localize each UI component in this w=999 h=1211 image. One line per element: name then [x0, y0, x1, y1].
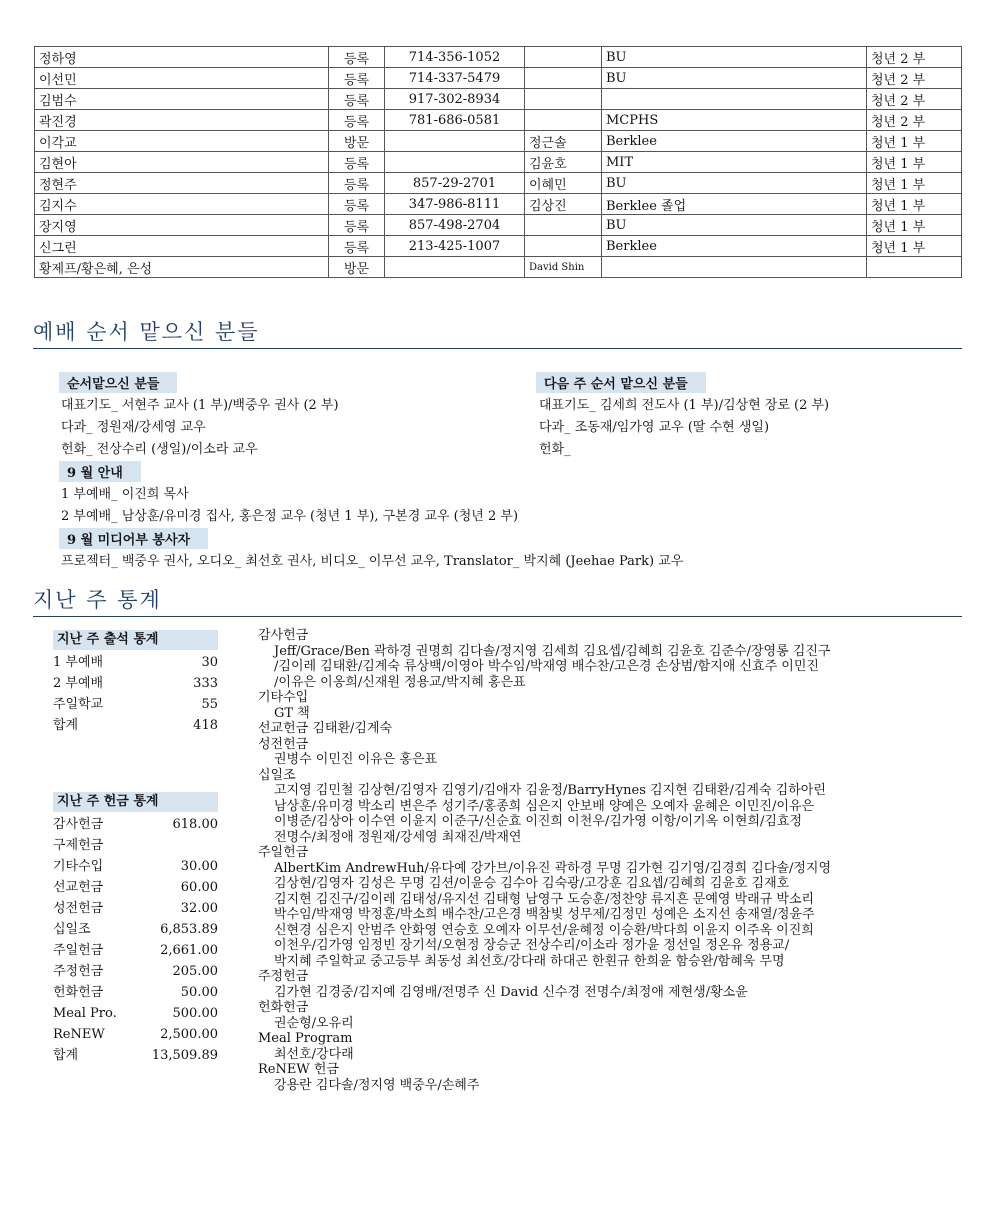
table-row [35, 110, 962, 131]
stat-value: 618.00 [172, 817, 218, 832]
table-cell: 청년 1 부 [867, 194, 962, 215]
stat-row [53, 715, 218, 736]
table-row [35, 236, 962, 257]
stat-value: 50.00 [180, 985, 218, 1000]
next-week-line: 다과_ 조동재/임가영 교우 (딸 수현 생일) [539, 420, 770, 435]
table-cell: 등록 [329, 110, 385, 131]
table-cell [867, 257, 962, 278]
table-cell: 등록 [329, 152, 385, 173]
table-cell: BU [602, 47, 867, 68]
donor-names: 김상현/김영자 김성은 무명 김션/이윤승 김수아 김숙광/고강훈 김요셉/김혜희 김윤호 김재호 [274, 876, 790, 891]
table-cell [525, 68, 602, 89]
donor-names: 이병준/김상아 이수연 이윤지 이준구/신순효 이진희 이천우/김가영 이항/이기옥 이현희/김효정 [274, 814, 803, 829]
donor-names: 김지현 김진구/김이레 김태성/유지선 김태형 남영구 도승훈/정찬양 류지흔 문예영 박래규 박소리 [274, 891, 815, 907]
table-cell: 장지영 [35, 215, 329, 236]
attendance-stats [53, 630, 218, 736]
stat-value: 333 [193, 676, 218, 691]
september-line: 1 부예배_ 이진희 목사 [61, 487, 189, 502]
stat-row [53, 919, 218, 940]
table-cell: 황제프/황은혜, 은성 [35, 257, 329, 278]
donor-names: 고지영 김민철 김상현/김영자 김영기/김애자 김윤정/BarryHynes 김지현 김태환/김계숙 김하아린 [274, 783, 826, 798]
table-row [35, 68, 962, 89]
stat-value: 60.00 [180, 880, 218, 895]
donor-names: 권병수 이민진 이유은 홍은표 [274, 752, 438, 767]
stat-value: 2,500.00 [160, 1027, 218, 1042]
donor-names: /이유은 이옹희/신재원 정용교/박지혜 홍은표 [274, 674, 526, 690]
stat-label: 구제헌금 [53, 838, 104, 853]
donation-category: 주일헌금 [258, 845, 309, 860]
donor-names: 김가현 김경중/김지예 김영배/전명주 신 David 신수경 전명수/최정애 제현생/황소윤 [274, 984, 748, 1000]
donor-names: GT 책 [274, 705, 310, 721]
donor-names: 신현경 심은지 안범주 안화영 연승호 오예자 이무선/윤혜정 이승환/박다희 이윤지 이주옥 이진희 [274, 922, 814, 938]
stat-row [53, 694, 218, 715]
table-cell [525, 110, 602, 131]
table-cell: 등록 [329, 194, 385, 215]
table-cell: 등록 [329, 68, 385, 89]
table-cell: Berklee [602, 236, 867, 257]
table-cell: 청년 1 부 [867, 152, 962, 173]
donor-names: 전명수/최정애 정원재/강세영 최재진/박재연 [274, 829, 522, 845]
stat-value: 2,661.00 [160, 943, 218, 958]
table-cell: 정하영 [35, 47, 329, 68]
table-cell: 등록 [329, 89, 385, 110]
table-cell: MCPHS [602, 110, 867, 131]
stat-row [53, 982, 218, 1003]
table-cell: 김윤호 [525, 152, 602, 173]
table-cell [385, 152, 525, 173]
table-cell [525, 215, 602, 236]
donor-names: 권순형/오유리 [274, 1015, 354, 1031]
donor-names: 이천우/김가영 임정빈 장기석/오현정 장승군 전상수리/이소라 정가윤 정선일 정온유 정용교/ [274, 938, 790, 953]
donation-list [258, 628, 963, 1093]
table-cell: 김현아 [35, 152, 329, 173]
donor-names: /김이레 김태환/김계숙 류상백/이영아 박수임/박재영 배수찬/고은경 손상범/함지애 신효주 이민진 [274, 659, 819, 674]
stat-row [53, 673, 218, 694]
donation-category: 감사헌금 [258, 628, 309, 643]
stat-label: ReNEW [53, 1027, 105, 1042]
this-week-line: 헌화_ 전상수리 (생일)/이소라 교우 [61, 442, 258, 457]
donor-names: Jeff/Grace/Ben 곽하경 권명희 김다솔/정지영 김세희 김요셉/김혜희 김윤호 김준수/장영롱 김진구 [274, 643, 831, 659]
table-cell: 청년 2 부 [867, 110, 962, 131]
donation-category: 기타수입 [258, 690, 309, 705]
table-row [35, 215, 962, 236]
donor-names: 최선호/강다래 [274, 1046, 354, 1062]
donor-names: 남상훈/유미경 박소리 변은주 성기주/홍종희 심은지 안보배 양예은 오예자 윤혜은 이민진/이유은 [274, 798, 815, 814]
stat-label: 주정헌금 [53, 964, 104, 979]
stat-label: 2 부예배 [53, 676, 104, 691]
table-row [35, 194, 962, 215]
stat-label: 주일헌금 [53, 943, 104, 958]
next-week-heading: 다음 주 순서 맡으신 분들 [536, 372, 706, 393]
donor-names: 박지혜 주일학교 중고등부 최동성 최선호/강다래 하대곤 한흰규 한희윤 함승완/함혜욱 무명 [274, 953, 785, 969]
this-week-line: 대표기도_ 서현주 교사 (1 부)/백중우 권사 (2 부) [61, 398, 339, 413]
table-cell: 이각교 [35, 131, 329, 152]
table-cell: 김상진 [525, 194, 602, 215]
table-cell: 이선민 [35, 68, 329, 89]
table-cell [602, 257, 867, 278]
stat-row [53, 961, 218, 982]
stat-label: 헌화헌금 [53, 985, 104, 1000]
table-cell [525, 236, 602, 257]
table-cell: 청년 1 부 [867, 173, 962, 194]
donation-category: ReNEW 헌금 [258, 1062, 339, 1077]
donor-names: AlbertKim AndrewHuh/유다예 강가브/이유진 곽하경 무명 김가현 김기영/김경희 김다솔/정지영 [274, 860, 832, 876]
stat-row [53, 835, 218, 856]
stat-value: 418 [193, 718, 218, 733]
table-cell: Berklee [602, 131, 867, 152]
table-cell: 방문 [329, 131, 385, 152]
stat-row [53, 856, 218, 877]
next-week-line: 헌화_ [539, 442, 571, 457]
stat-label: 1 부예배 [53, 655, 104, 670]
stat-row [53, 652, 218, 673]
table-cell: David Shin [525, 257, 602, 278]
attendance-heading: 지난 주 출석 통계 [53, 630, 218, 650]
table-cell: 청년 2 부 [867, 68, 962, 89]
stat-row [53, 877, 218, 898]
media-line: 프로젝터_ 백중우 권사, 오디오_ 최선호 권사, 비디오_ 이무선 교우, Translator_ 박지혜 (Jeehae Park) 교우 [61, 554, 684, 569]
table-cell: 청년 2 부 [867, 47, 962, 68]
stat-row [53, 1003, 218, 1024]
stat-label: Meal Pro. [53, 1006, 117, 1021]
table-cell: 857-498-2704 [385, 215, 525, 236]
offering-heading: 지난 주 헌금 통계 [53, 792, 218, 812]
table-cell: 신그린 [35, 236, 329, 257]
table-cell: 등록 [329, 173, 385, 194]
table-cell: 김지수 [35, 194, 329, 215]
stat-value: 32.00 [180, 901, 218, 916]
stat-value: 13,509.89 [151, 1048, 218, 1063]
table-cell: 917-302-8934 [385, 89, 525, 110]
september-heading: 9 월 안내 [59, 461, 141, 482]
table-cell: 청년 2 부 [867, 89, 962, 110]
member-table [34, 46, 962, 278]
table-cell: BU [602, 173, 867, 194]
stat-value: 30 [201, 655, 218, 670]
table-cell: 등록 [329, 236, 385, 257]
stat-row [53, 898, 218, 919]
donation-category: 주정헌금 [258, 969, 309, 984]
table-cell: BU [602, 68, 867, 89]
table-cell [385, 257, 525, 278]
donation-category: 성전헌금 [258, 736, 309, 752]
table-cell: MIT [602, 152, 867, 173]
stat-label: 선교헌금 [53, 880, 104, 895]
table-row [35, 152, 962, 173]
stat-row [53, 814, 218, 835]
worship-section-title: 예배 순서 맡으신 분들 [33, 316, 962, 349]
stat-value: 6,853.89 [160, 922, 218, 937]
table-row [35, 47, 962, 68]
stat-value: 500.00 [172, 1006, 218, 1021]
table-row [35, 89, 962, 110]
stats-section-title: 지난 주 통계 [33, 584, 962, 617]
stat-label: 합계 [53, 1048, 79, 1063]
table-cell: 347-986-8111 [385, 194, 525, 215]
stat-row [53, 1045, 218, 1066]
next-week-line: 대표기도_ 김세희 전도사 (1 부)/김상현 장로 (2 부) [539, 398, 830, 413]
table-row [35, 131, 962, 152]
table-cell [385, 131, 525, 152]
table-cell [525, 47, 602, 68]
table-cell: 714-356-1052 [385, 47, 525, 68]
table-cell: 김범수 [35, 89, 329, 110]
stat-label: 합계 [53, 718, 79, 733]
stat-value: 55 [201, 697, 218, 712]
table-cell: 정근솔 [525, 131, 602, 152]
this-week-line: 다과_ 정원재/강세영 교우 [61, 420, 206, 435]
table-cell: 213-425-1007 [385, 236, 525, 257]
september-line: 2 부예배_ 남상훈/유미경 집사, 홍은정 교우 (청년 1 부), 구본경 교우 (청년 2 부) [61, 509, 519, 524]
stat-label: 성전헌금 [53, 901, 104, 916]
media-heading: 9 월 미디어부 봉사자 [59, 528, 208, 549]
table-cell [602, 89, 867, 110]
stat-row [53, 940, 218, 961]
stat-label: 감사헌금 [53, 817, 104, 832]
table-cell: 곽진경 [35, 110, 329, 131]
stat-value: 30.00 [180, 859, 218, 874]
table-cell: 714-337-5479 [385, 68, 525, 89]
table-cell: 등록 [329, 47, 385, 68]
table-cell: 청년 1 부 [867, 236, 962, 257]
donation-category: 십일조 [258, 767, 296, 783]
table-cell: 청년 1 부 [867, 131, 962, 152]
donor-names: 강용란 김다솔/정지영 백중우/손혜주 [274, 1077, 480, 1093]
table-cell: 청년 1 부 [867, 215, 962, 236]
table-cell: 정현주 [35, 173, 329, 194]
stat-label: 기타수입 [53, 859, 104, 874]
donation-category: Meal Program [258, 1031, 353, 1046]
table-cell: 등록 [329, 215, 385, 236]
table-cell: 이혜민 [525, 173, 602, 194]
table-cell: 781-686-0581 [385, 110, 525, 131]
table-cell: 857-29-2701 [385, 173, 525, 194]
donor-names: 박수임/박재영 박정훈/박소희 배수찬/고은경 백참빛 성무제/김정민 성예은 소지선 송재열/정윤주 [274, 907, 815, 922]
table-cell [525, 89, 602, 110]
stat-label: 주일학교 [53, 697, 104, 712]
table-cell: Berklee 졸업 [602, 194, 867, 215]
table-row [35, 173, 962, 194]
stat-label: 십일조 [53, 922, 91, 937]
table-cell: BU [602, 215, 867, 236]
donation-category: 헌화헌금 [258, 1000, 309, 1015]
table-row [35, 257, 962, 278]
offering-stats [53, 792, 218, 1066]
table-cell: 방문 [329, 257, 385, 278]
stat-value: 205.00 [172, 964, 218, 979]
stat-row [53, 1024, 218, 1045]
this-week-heading: 순서맡으신 분들 [59, 372, 177, 393]
donation-category: 선교헌금 김태환/김계숙 [258, 721, 393, 736]
